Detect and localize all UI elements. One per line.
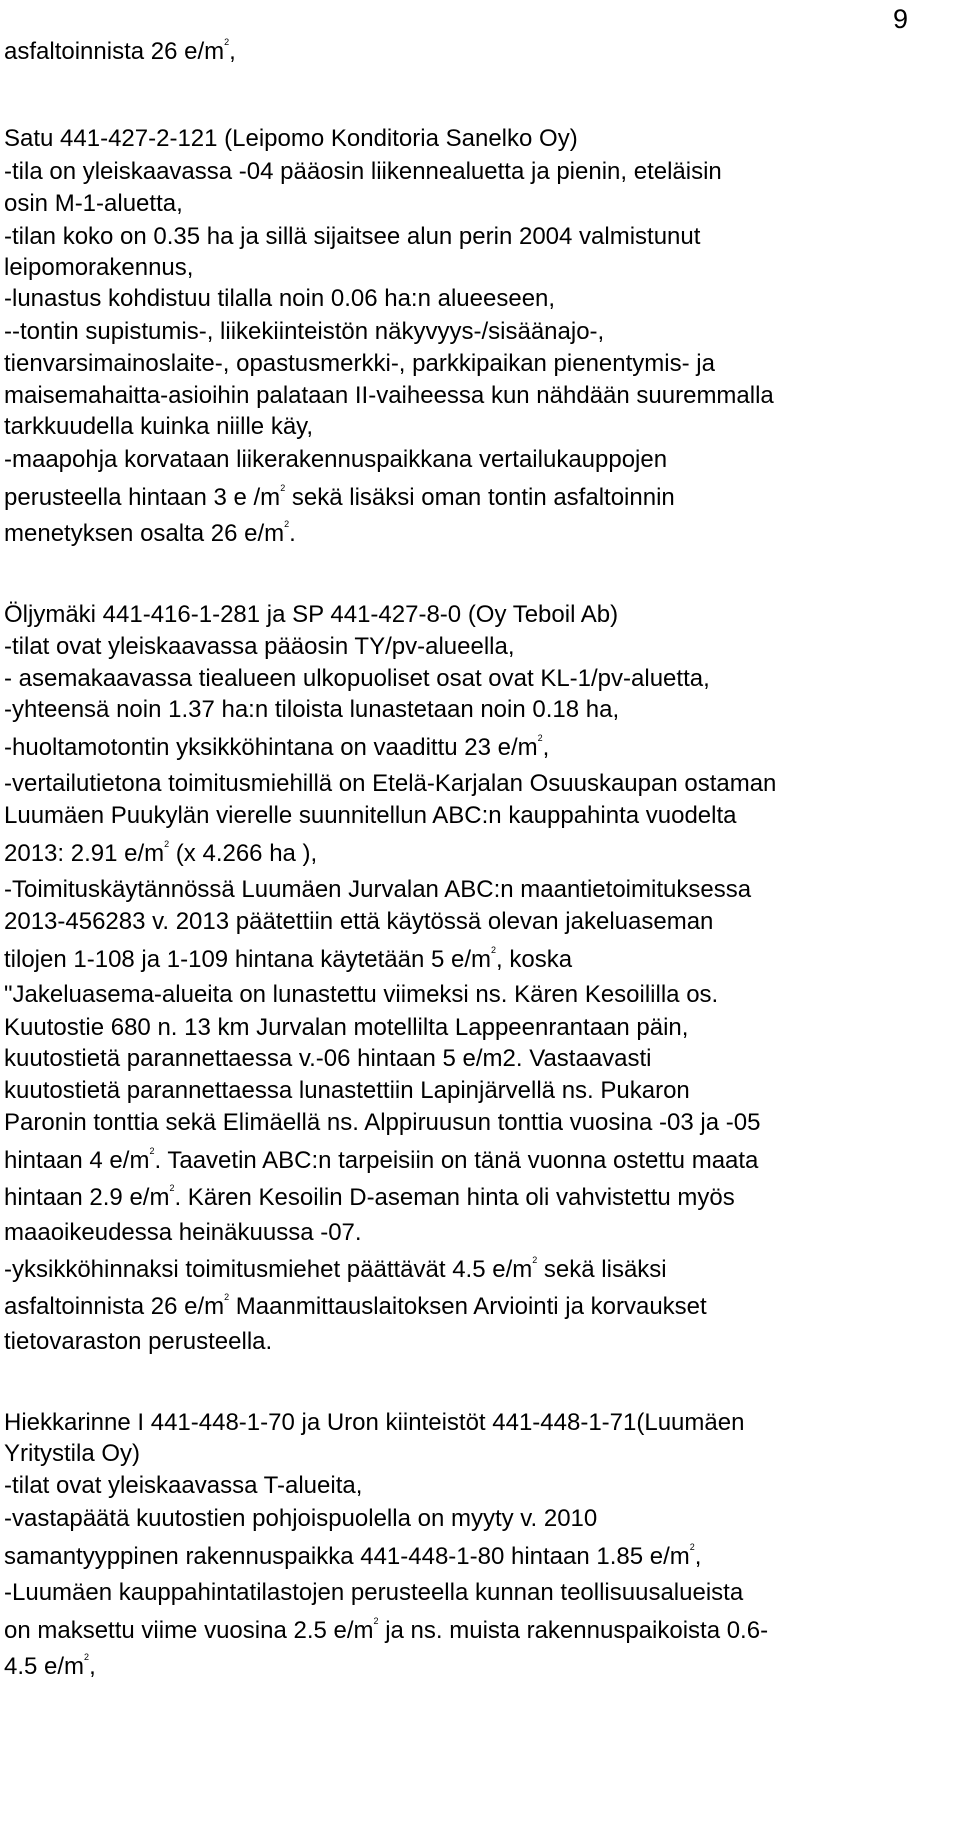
line-text-after: . Taavetin ABC:n tarpeisiin on tänä vuonna ostettu maata: [154, 1147, 759, 1174]
line-text: menetyksen osalta 26 e/m: [4, 520, 285, 547]
line-text: -huoltamotontin yksikköhintana on vaadittu 23 e/m: [4, 734, 538, 761]
text-line: [4, 983, 718, 1007]
text-line: [4, 667, 710, 691]
line-text: Kuutostie 680 n. 13 km Jurvalan motellilta Lappeenrantaan päin,: [4, 1014, 689, 1041]
line-text: kuutostietä parannettaessa v.-06 hintaan 5 e/m2. Vastaavasti: [4, 1045, 652, 1072]
line-text: Öljymäki 441-416-1-281 ja SP 441-427-8-0 (Oy Teboil Ab): [4, 601, 619, 628]
text-line: [4, 772, 776, 796]
text-line: [4, 1652, 96, 1680]
text-line: [4, 256, 193, 280]
line-text-after: , koska: [496, 946, 573, 973]
text-line: [4, 910, 713, 934]
line-text: --tontin supistumis-, liikekiinteistön näkyvyys-/sisäänajo-,: [4, 318, 605, 345]
text-line: [4, 127, 578, 151]
line-text: -yhteensä noin 1.37 ha:n tiloista lunastetaan noin 0.18 ha,: [4, 696, 620, 723]
text-line: [4, 519, 296, 547]
line-text-after: (x 4.266 ha ),: [169, 840, 318, 867]
text-line: [4, 839, 318, 867]
superscript: 2: [169, 1183, 175, 1193]
line-text: -tilat ovat yleiskaavassa T-alueita,: [4, 1472, 363, 1499]
text-line: [4, 1542, 702, 1570]
text-line: [4, 320, 604, 344]
text-line: [4, 1616, 769, 1644]
superscript: 2: [284, 519, 290, 529]
line-text-after: ,: [542, 734, 550, 761]
text-line: [4, 698, 619, 722]
page-number: 9: [892, 4, 908, 34]
line-text: -Luumäen kauppahintatilastojen perusteella kunnan teollisuusalueista: [4, 1579, 744, 1606]
text-line: [4, 448, 667, 472]
line-text: maisemahaitta-asioihin palataan II-vaiheessa kun nähdään suuremmalla: [4, 382, 774, 409]
line-text-after: sekä lisäksi oman tontin asfaltoinnin: [285, 484, 675, 511]
line-text: tarkkuudella kuinka niille käy,: [4, 413, 314, 440]
text-line: [4, 1442, 140, 1466]
line-text: Yritystila Oy): [4, 1440, 141, 1467]
line-text-after: ,: [229, 38, 236, 65]
line-text: 4.5 e/m: [4, 1653, 85, 1680]
line-text: -yksikköhinnaksi toimitusmiehet päättävät 4.5 e/m: [4, 1256, 533, 1283]
line-text-after: ,: [89, 1653, 96, 1680]
line-text: Hiekkarinne I 441-448-1-70 ja Uron kiinteistöt 441-448-1-71(Luumäen: [4, 1409, 745, 1436]
text-line: [4, 1292, 707, 1320]
line-text: asfaltoinnista 26 e/m: [4, 1293, 225, 1320]
text-line: [4, 1330, 272, 1354]
superscript: 2: [84, 1652, 90, 1662]
line-text-after: . Kären Kesoilin D-aseman hinta oli vahvistettu myös: [174, 1184, 735, 1211]
line-text: tilojen 1-108 ja 1-109 hintana käytetään 5 e/m: [4, 946, 491, 973]
line-text-after: sekä lisäksi: [537, 1256, 667, 1283]
line-text-after: ,: [694, 1543, 702, 1570]
line-text: -maapohja korvataan liikerakennuspaikkana vertailukauppojen: [4, 446, 668, 473]
text-line: [4, 804, 737, 828]
line-text: 2013: 2.91 e/m: [4, 840, 165, 867]
text-line: [4, 945, 573, 973]
line-text: samantyyppinen rakennuspaikka 441-448-1-80 hintaan 1.85 e/m: [4, 1543, 690, 1570]
text-line: [4, 1474, 362, 1498]
line-text: tietovaraston perusteella.: [4, 1328, 273, 1355]
line-text: -vastapäätä kuutostien pohjoispuolella on myyty v. 2010: [4, 1505, 598, 1532]
line-text: -tilan koko on 0.35 ha ja sillä sijaitsee alun perin 2004 valmistunut: [4, 223, 701, 250]
superscript: 2: [149, 1146, 155, 1156]
line-text: 2013-456283 v. 2013 päätettiin että käytössä olevan jakeluaseman: [4, 908, 714, 935]
text-line: [4, 733, 550, 761]
line-text: -Toimituskäytännössä Luumäen Jurvalan ABC:n maantietoimituksessa: [4, 876, 752, 903]
text-line: [4, 1146, 759, 1174]
text-line: [4, 1016, 688, 1040]
text-line: [4, 635, 515, 659]
line-text: hintaan 4 e/m: [4, 1147, 150, 1174]
superscript: 2: [224, 37, 230, 47]
line-text: asfaltoinnista 26 e/m: [4, 38, 225, 65]
text-line: [4, 225, 700, 249]
superscript: 2: [280, 483, 286, 493]
text-line: [4, 878, 751, 902]
text-line: [4, 483, 675, 511]
line-text: kuutostietä parannettaessa lunastettiin Lapinjärvellä ns. Pukaron: [4, 1077, 690, 1104]
text-line: [4, 1079, 690, 1103]
text-line: [4, 287, 555, 311]
line-text: -tilat ovat yleiskaavassa pääosin TY/pv-alueella,: [4, 633, 515, 660]
text-line: [4, 1411, 744, 1435]
line-text: - asemakaavassa tiealueen ulkopuoliset osat ovat KL-1/pv-aluetta,: [4, 665, 710, 692]
line-text: Paronin tonttia sekä Elimäellä ns. Alppiruusun tonttia vuosina -03 ja -05: [4, 1109, 761, 1136]
text-line: [4, 1221, 362, 1245]
superscript: 2: [689, 1542, 695, 1552]
superscript: 2: [224, 1292, 230, 1302]
line-text: "Jakeluasema-alueita on lunastettu viimeksi ns. Kären Kesoililla os.: [4, 981, 719, 1008]
superscript: 2: [532, 1255, 538, 1265]
text-line: [4, 415, 313, 439]
text-line: [4, 1183, 735, 1211]
text-line: [4, 192, 183, 216]
line-text: osin M-1-aluetta,: [4, 190, 183, 217]
superscript: 2: [164, 839, 170, 849]
line-text: -vertailutietona toimitusmiehillä on Etelä-Karjalan Osuuskaupan ostaman: [4, 770, 777, 797]
text-line: [4, 1111, 760, 1135]
line-text: leipomorakennus,: [4, 254, 194, 281]
line-text-after: ja ns. muista rakennuspaikoista 0.6-: [378, 1617, 769, 1644]
line-text: maaoikeudessa heinäkuussa -07.: [4, 1219, 362, 1246]
text-line: [4, 1255, 667, 1283]
text-line: [4, 1581, 743, 1605]
line-text: perusteella hintaan 3 e /m: [4, 484, 281, 511]
superscript: 2: [373, 1616, 379, 1626]
line-text: -tila on yleiskaavassa -04 pääosin liikennealuetta ja pienin, eteläisin: [4, 158, 722, 185]
line-text-after: Maanmittauslaitoksen Arviointi ja korvaukset: [229, 1293, 707, 1320]
line-text: hintaan 2.9 e/m: [4, 1184, 170, 1211]
text-line: [4, 352, 715, 376]
line-text-after: .: [289, 520, 296, 547]
line-text: -lunastus kohdistuu tilalla noin 0.06 ha:n alueeseen,: [4, 285, 556, 312]
superscript: 2: [491, 945, 497, 955]
superscript: 2: [537, 733, 543, 743]
line-text: tienvarsimainoslaite-, opastusmerkki-, parkkipaikan pienentymis- ja: [4, 350, 715, 377]
text-line: [4, 384, 774, 408]
line-text: Luumäen Puukylän vierelle suunnitellun ABC:n kauppahinta vuodelta: [4, 802, 737, 829]
line-text: on maksettu viime vuosina 2.5 e/m: [4, 1617, 374, 1644]
text-line: [4, 37, 236, 65]
line-text: Satu 441-427-2-121 (Leipomo Konditoria Sanelko Oy): [4, 125, 578, 152]
text-line: [4, 1047, 652, 1071]
text-line: [4, 603, 618, 627]
text-line: [4, 160, 722, 184]
text-line: [4, 1507, 597, 1531]
